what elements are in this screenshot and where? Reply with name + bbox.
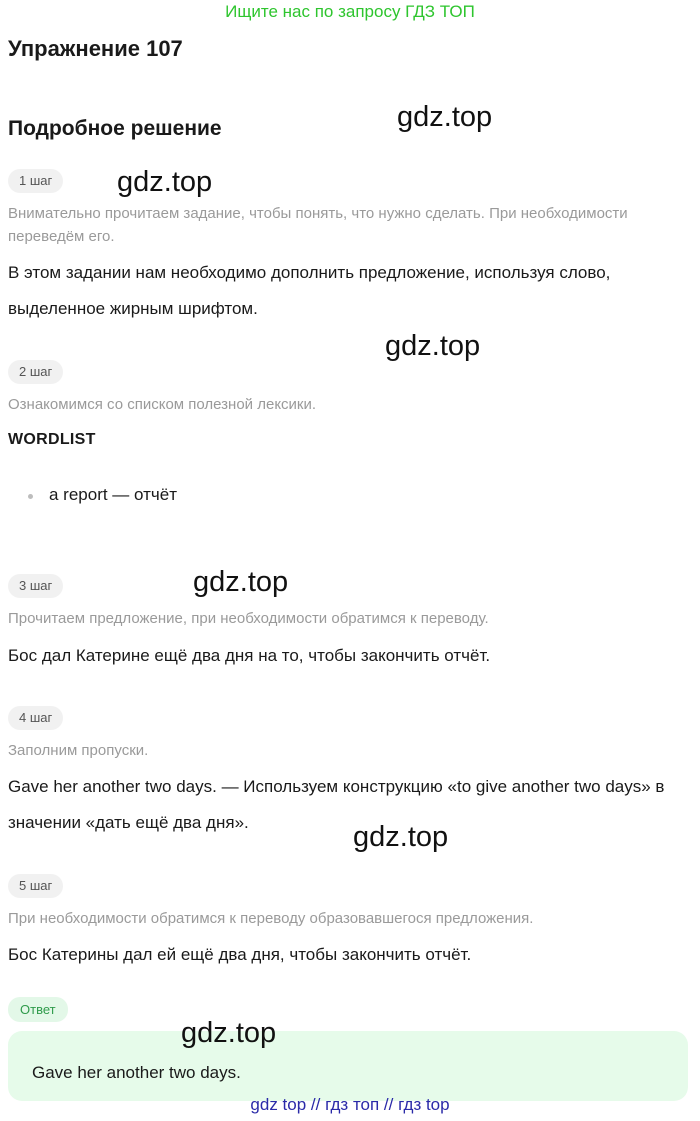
footer-links[interactable]: gdz top // гдз топ // гдз top [250, 1095, 450, 1114]
answer-text: Gave her another two days. [32, 1063, 241, 1082]
step-badge: 2 шаг [8, 360, 63, 384]
step-hint: Ознакомимся со списком полезной лексики. [8, 396, 317, 413]
step-badge: 5 шаг [8, 874, 63, 898]
step-badge: 1 шаг [8, 169, 63, 193]
step-text: В этом задании нам необходимо дополнить предложение, используя слово, выделенное жирным шрифтом. [8, 263, 611, 318]
step-hint: Заполним пропуски. [8, 742, 149, 759]
page-title: Упражнение 107 [8, 36, 183, 61]
step-badge: 4 шаг [8, 706, 63, 730]
watermark: gdz.top [117, 166, 213, 198]
answer-badge: Ответ [8, 997, 68, 1022]
step-text: Бос Катерины дал ей ещё два дня, чтобы закончить отчёт. [8, 945, 472, 964]
watermark: gdz.top [397, 101, 493, 133]
step-text: Gave her another two days. — Используем конструкцию «to give another two days» в значении «дать ещё два дня». [8, 777, 665, 832]
watermark: gdz.top [181, 1017, 277, 1049]
watermark: gdz.top [353, 821, 449, 853]
bullet-icon [28, 494, 33, 499]
search-banner[interactable]: Ищите нас по запросу ГДЗ ТОП [225, 2, 475, 21]
wordlist-title: WORDLIST [8, 431, 96, 448]
step-hint: Внимательно прочитаем задание, чтобы понять, что нужно сделать. При необходимости переведём его. [8, 205, 628, 245]
step-hint: При необходимости обратимся к переводу образовавшегося предложения. [8, 910, 534, 927]
section-title: Подробное решение [8, 117, 222, 140]
step-badge: 3 шаг [8, 574, 63, 598]
watermark: gdz.top [385, 330, 481, 362]
watermark: gdz.top [193, 566, 289, 598]
step-text: Бос дал Катерине ещё два дня на то, чтобы закончить отчёт. [8, 646, 491, 665]
wordlist-item: a report — отчёт [49, 485, 177, 504]
step-hint: Прочитаем предложение, при необходимости обратимся к переводу. [8, 610, 489, 627]
